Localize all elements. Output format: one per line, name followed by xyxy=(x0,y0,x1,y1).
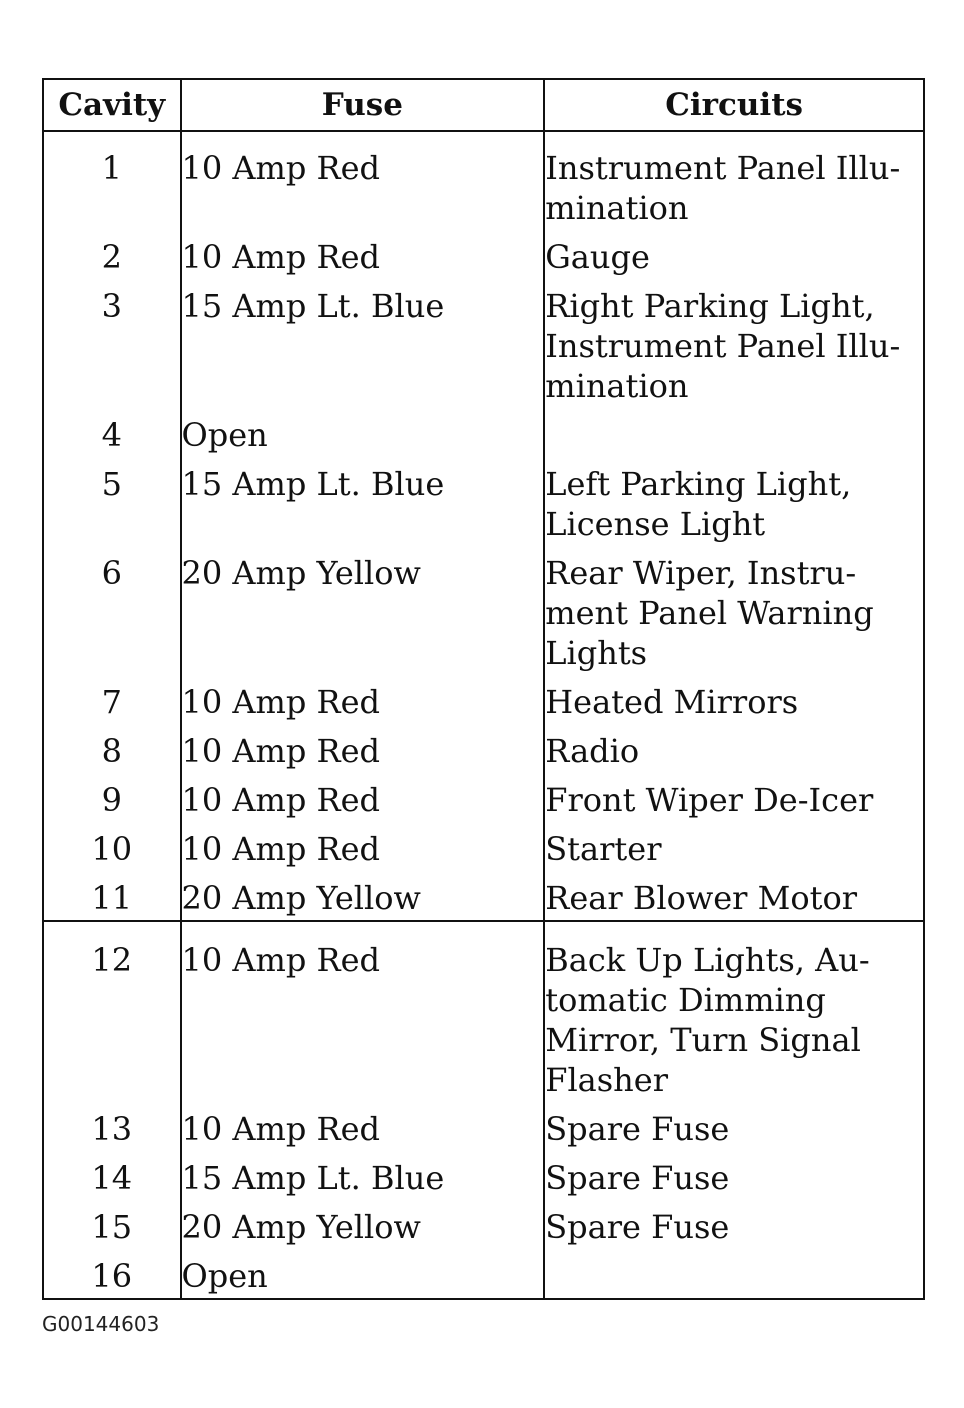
circuit-line: Spare Fuse xyxy=(545,1110,730,1148)
circuit-line: Instrument Panel Illu- xyxy=(545,327,901,365)
cavity-cell: 16 xyxy=(43,1256,181,1299)
circuit-line: Starter xyxy=(545,830,662,868)
table-row xyxy=(43,731,924,780)
fuse-cell: 20 Amp Yellow xyxy=(181,553,545,682)
fuse-cell: 10 Amp Red xyxy=(181,131,545,237)
circuit-line: Radio xyxy=(545,732,640,770)
fuse-cell: 10 Amp Red xyxy=(181,1109,545,1158)
table-row xyxy=(43,1109,924,1158)
table-header-row xyxy=(43,79,924,131)
circuits-cell xyxy=(544,286,924,415)
circuits-cell xyxy=(544,464,924,553)
table-row xyxy=(43,415,924,464)
fuse-cell: 10 Amp Red xyxy=(181,780,545,829)
cavity-cell: 13 xyxy=(43,1109,181,1158)
table-row xyxy=(43,464,924,553)
circuit-line: Gauge xyxy=(545,238,650,276)
cavity-cell: 15 xyxy=(43,1207,181,1256)
table-row xyxy=(43,1256,924,1299)
circuit-line: Back Up Lights, Au- xyxy=(545,941,870,979)
cavity-cell: 2 xyxy=(43,237,181,286)
circuit-line: Mirror, Turn Signal xyxy=(545,1021,861,1059)
circuit-line: Rear Blower Motor xyxy=(545,879,858,917)
circuit-line: Rear Wiper, Instru- xyxy=(545,554,857,592)
header-circuits: Circuits xyxy=(544,79,924,131)
table-row xyxy=(43,682,924,731)
circuits-cell xyxy=(544,1109,924,1158)
table-row xyxy=(43,553,924,682)
fuse-cell: 15 Amp Lt. Blue xyxy=(181,1158,545,1207)
circuits-cell xyxy=(544,921,924,1109)
circuits-cell xyxy=(544,237,924,286)
table-row xyxy=(43,237,924,286)
circuit-line: Front Wiper De-Icer xyxy=(545,781,874,819)
fuse-cell: 15 Amp Lt. Blue xyxy=(181,464,545,553)
cavity-cell: 1 xyxy=(43,131,181,237)
circuits-cell xyxy=(544,415,924,464)
fuse-table-body xyxy=(43,131,924,1299)
table-row xyxy=(43,921,924,1109)
fuse-cell: Open xyxy=(181,415,545,464)
table-row xyxy=(43,131,924,237)
circuit-line: Spare Fuse xyxy=(545,1159,730,1197)
circuits-cell xyxy=(544,131,924,237)
circuit-line: tomatic Dimming xyxy=(545,981,826,1019)
circuits-cell xyxy=(544,1207,924,1256)
fuse-cell: 15 Amp Lt. Blue xyxy=(181,286,545,415)
figure-id: G00144603 xyxy=(42,1312,160,1336)
fuse-cell: 20 Amp Yellow xyxy=(181,1207,545,1256)
circuit-line: Heated Mirrors xyxy=(545,683,799,721)
cavity-cell: 11 xyxy=(43,878,181,921)
fuse-cell: 10 Amp Red xyxy=(181,829,545,878)
fuse-cell: 10 Amp Red xyxy=(181,921,545,1109)
circuits-cell xyxy=(544,731,924,780)
table-row xyxy=(43,829,924,878)
header-cavity: Cavity xyxy=(43,79,181,131)
fuse-cell: 10 Amp Red xyxy=(181,237,545,286)
table-row xyxy=(43,780,924,829)
circuit-line: mination xyxy=(545,367,689,405)
circuit-line: Instrument Panel Illu- xyxy=(545,149,901,187)
fuse-cell: 10 Amp Red xyxy=(181,682,545,731)
table-row xyxy=(43,1158,924,1207)
circuits-cell xyxy=(544,553,924,682)
fuse-cell: 20 Amp Yellow xyxy=(181,878,545,921)
circuits-cell xyxy=(544,1256,924,1299)
cavity-cell: 4 xyxy=(43,415,181,464)
table-row xyxy=(43,878,924,921)
cavity-cell: 7 xyxy=(43,682,181,731)
cavity-cell: 10 xyxy=(43,829,181,878)
cavity-cell: 6 xyxy=(43,553,181,682)
cavity-cell: 14 xyxy=(43,1158,181,1207)
header-fuse: Fuse xyxy=(181,79,545,131)
circuit-line: ment Panel Warning xyxy=(545,594,874,632)
cavity-cell: 8 xyxy=(43,731,181,780)
circuit-line: Flasher xyxy=(545,1061,669,1099)
cavity-cell: 12 xyxy=(43,921,181,1109)
fuse-cell: 10 Amp Red xyxy=(181,731,545,780)
table-row xyxy=(43,1207,924,1256)
circuit-line: Left Parking Light, xyxy=(545,465,852,503)
cavity-cell: 3 xyxy=(43,286,181,415)
cavity-cell: 9 xyxy=(43,780,181,829)
circuit-line: Spare Fuse xyxy=(545,1208,730,1246)
circuits-cell xyxy=(544,878,924,921)
fuse-cell: Open xyxy=(181,1256,545,1299)
circuits-cell xyxy=(544,829,924,878)
circuit-line: Lights xyxy=(545,634,648,672)
circuit-line: mination xyxy=(545,189,689,227)
circuit-line: Right Parking Light, xyxy=(545,287,875,325)
circuits-cell xyxy=(544,682,924,731)
cavity-cell: 5 xyxy=(43,464,181,553)
table-row xyxy=(43,286,924,415)
fuse-table xyxy=(42,78,925,1300)
circuits-cell xyxy=(544,780,924,829)
circuit-line: License Light xyxy=(545,505,766,543)
circuits-cell xyxy=(544,1158,924,1207)
